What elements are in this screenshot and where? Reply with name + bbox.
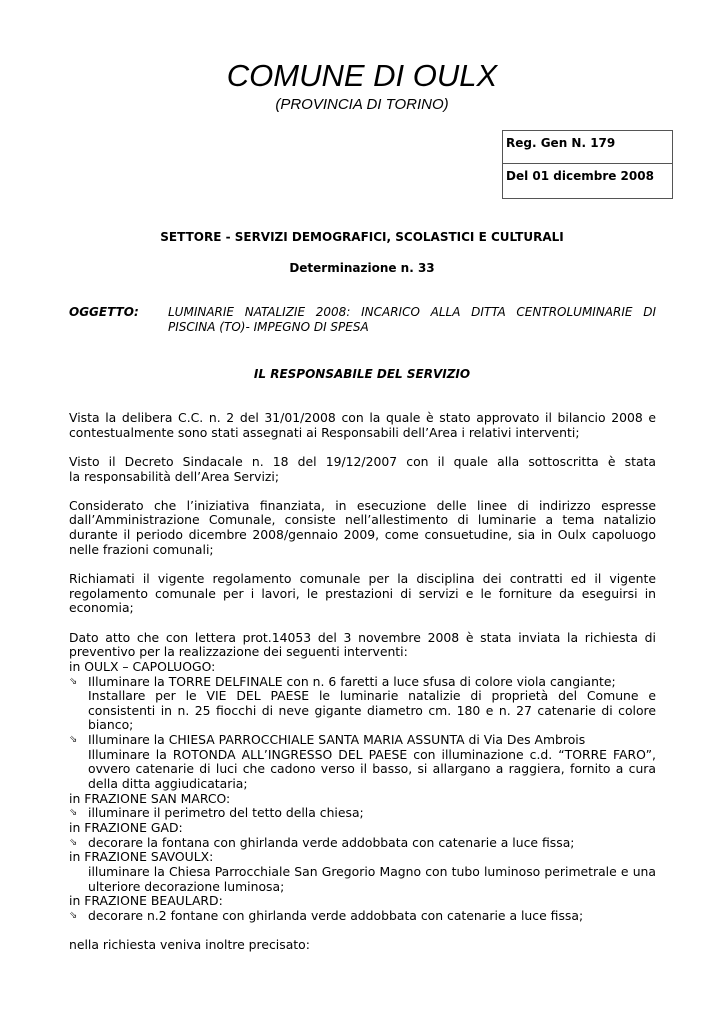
body-line	[69, 411, 656, 426]
body-line	[69, 732, 656, 748]
body-line-text: nelle frazioni comunali;	[69, 541, 214, 557]
blank-line	[69, 440, 656, 455]
body-line-text: Installare per le VIE DEL PAESE le luminarie natalizie di proprietà del Comune e	[88, 689, 656, 704]
body-line	[69, 572, 656, 587]
body-line-text: bianco;	[88, 717, 134, 733]
body-line-text: in OULX – CAPOLUOGO:	[69, 658, 216, 674]
body-line	[88, 880, 656, 895]
body-line-text: in FRAZIONE BEAULARD:	[69, 893, 223, 909]
body-line-text: decorare n.2 fontane con ghirlanda verde addobbata con catenarie a luce fissa;	[88, 907, 584, 923]
body-line	[69, 834, 656, 851]
body-line-text: in FRAZIONE GAD:	[69, 819, 183, 835]
body-line	[88, 777, 656, 792]
body-line-text: decorare la fontana con ghirlanda verde addobbata con catenarie a luce fissa;	[88, 834, 575, 850]
blank-line	[69, 484, 656, 499]
body-line	[69, 587, 656, 602]
body-line-text: nella richiesta veniva inoltre precisato:	[69, 937, 310, 953]
body-line-text: Vista la delibera C.C. n. 2 del 31/01/2008 con la quale è stato approvato il bilancio 2008 e	[69, 411, 656, 425]
blank-line	[69, 557, 656, 572]
body-line	[69, 938, 656, 953]
body-line	[69, 528, 656, 543]
body-line-text: Richiamati il vigente regolamento comunale per la disciplina dei contratti ed il vigente	[69, 572, 656, 587]
body-line-text: in FRAZIONE SAVOULX:	[69, 849, 214, 865]
body-line	[69, 470, 656, 485]
body-line	[69, 513, 656, 528]
body-line	[88, 762, 656, 777]
body-line	[69, 499, 656, 514]
arrow-bullet-icon: ⇘	[69, 836, 78, 848]
body-line	[69, 894, 656, 909]
body-line-text: dall’Amministrazione Comunale, consiste nell’allestimento di luminarie a tema natalizio	[69, 513, 656, 528]
reg-date: Del 01 dicembre 2008	[506, 169, 654, 183]
page-title: COMUNE DI OULX	[226, 58, 498, 93]
body-line	[69, 426, 656, 441]
reg-gen-number: Reg. Gen N. 179	[503, 131, 672, 164]
body-line	[69, 660, 656, 675]
page-subtitle: (PROVINCIA DI TORINO)	[275, 96, 449, 113]
body-line-text: Illuminare la CHIESA PARROCCHIALE SANTA MARIA ASSUNTA di Via Des Ambrois	[88, 732, 586, 748]
body-line	[88, 689, 656, 704]
blank-line	[69, 616, 656, 631]
body-line	[88, 718, 656, 733]
body-line-text: Visto il Decreto Sindacale n. 18 del 19/12/2007 con il quale alla sottoscritta è stata	[69, 454, 656, 469]
blank-line	[69, 923, 656, 938]
body-line-text: Illuminare la TORRE DELFINALE con n. 6 faretti a luce sfusa di colore viola cangiante;	[88, 673, 616, 689]
body-line	[88, 748, 656, 763]
body-line	[69, 907, 656, 924]
body-line-text: la responsabilità dell’Area Servizi;	[69, 468, 280, 484]
body-line-text: illuminare la Chiesa Parrocchiale San Gregorio Magno con tubo luminoso perimetrale e una	[88, 864, 656, 879]
body-line-text: in FRAZIONE SAN MARCO:	[69, 790, 231, 806]
settore-heading: SETTORE - SERVIZI DEMOGRAFICI, SCOLASTICI E CULTURALI	[160, 230, 564, 244]
registration-box	[502, 130, 673, 199]
body-line	[69, 455, 656, 470]
body-line-text: consistenti in n. 25 fiocchi di neve gigante diametro cm. 180 e n. 27 catenarie di colore	[88, 703, 656, 718]
body-line-text: preventivo per la realizzazione dei seguenti interventi:	[69, 644, 408, 660]
body-line	[69, 645, 656, 660]
body-line	[69, 792, 656, 807]
body-line-text: ovvero catenarie di luci che cadono verso il basso, si allargano a raggiera, fornito a cura	[88, 762, 656, 777]
body-line-text: regolamento comunale per i lavori, le prestazioni di servizi e le forniture da eseguirsi in	[69, 586, 656, 601]
body-line	[69, 821, 656, 836]
oggetto-line: LUMINARIE NATALIZIE 2008: INCARICO ALLA DITTA CENTROLUMINARIE DI	[168, 305, 656, 319]
body-line-text: della ditta aggiudicataria;	[88, 776, 248, 792]
body-line	[69, 850, 656, 865]
body-line-text: ulteriore decorazione luminosa;	[88, 878, 285, 894]
document-body	[69, 411, 656, 953]
body-line-text: Considerato che l’iniziativa finanziata, in esecuzione delle linee di indirizzo espresse	[69, 498, 656, 513]
body-line	[69, 673, 656, 690]
body-line-text: economia;	[69, 600, 134, 616]
body-line-text: Illuminare la ROTONDA ALL’INGRESSO DEL PAESE con illuminazione c.d. “TORRE FARO”,	[88, 747, 656, 762]
body-line	[88, 704, 656, 719]
arrow-bullet-icon: ⇘	[69, 909, 78, 921]
oggetto-text	[168, 305, 656, 335]
body-line	[88, 865, 656, 880]
body-line-text: contestualmente sono stati assegnati ai Responsabili dell’Area i relativi interventi;	[69, 424, 580, 440]
body-line	[69, 601, 656, 616]
body-line	[69, 805, 656, 821]
arrow-bullet-icon: ⇘	[69, 675, 78, 687]
section-heading: IL RESPONSABILE DEL SERVIZIO	[253, 367, 471, 381]
oggetto-line: PISCINA (TO)- IMPEGNO DI SPESA	[168, 320, 369, 334]
body-line-text: durante il periodo dicembre 2008/gennaio 2009, come consuetudine, sia in Oulx capoluogo	[69, 528, 656, 543]
determinazione-number: Determinazione n. 33	[289, 261, 435, 275]
oggetto-label: OGGETTO:	[69, 305, 139, 319]
arrow-bullet-icon: ⇘	[69, 807, 78, 819]
body-line	[69, 543, 656, 558]
arrow-bullet-icon: ⇘	[69, 734, 78, 746]
body-line-text: Dato atto che con lettera prot.14053 del 3 novembre 2008 è stata inviata la richiesta di	[69, 630, 656, 645]
body-line	[69, 631, 656, 646]
body-line-text: illuminare il perimetro del tetto della chiesa;	[88, 805, 364, 821]
